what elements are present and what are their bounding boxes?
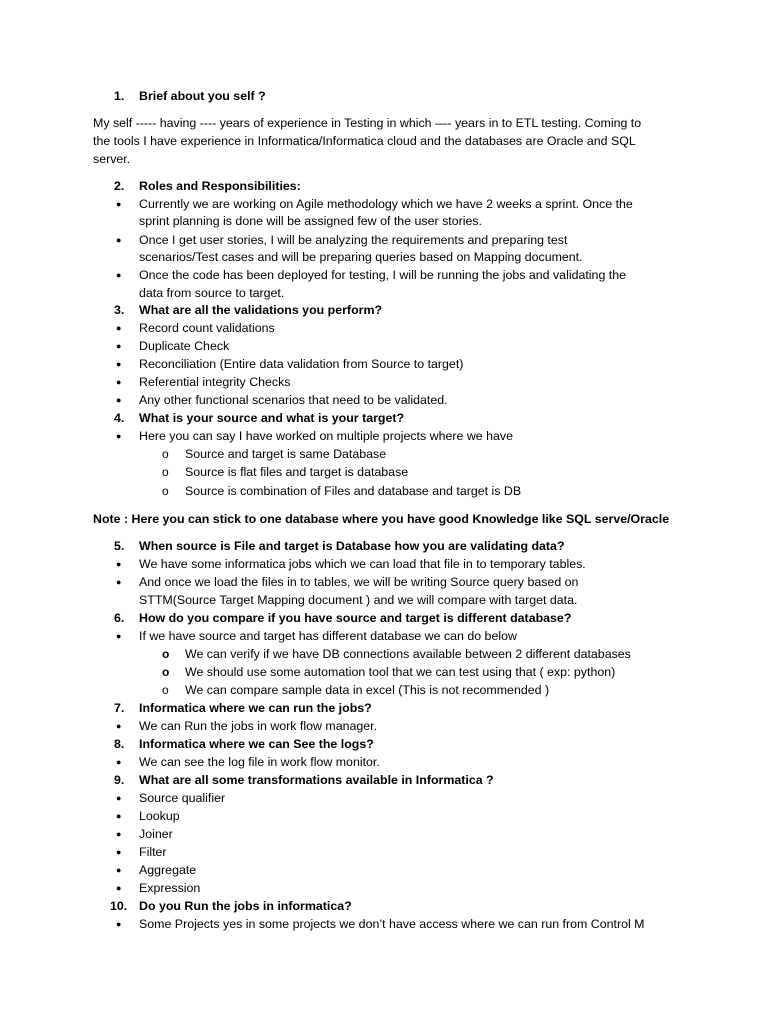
list-item-continuation: sprint planning is done will be assigned few of the user stories. <box>139 214 482 228</box>
sub-list-item: o We should use some automation tool that we can test using that ( exp: python) <box>162 665 616 679</box>
sub-list-item: o Source is flat files and target is database <box>162 465 409 479</box>
question-3: 3. What are all the validations you perform? <box>114 303 383 317</box>
list-item: ● Once the code has been deployed for testing, I will be running the jobs and validating the <box>116 268 627 282</box>
bullet-icon: ● <box>116 721 122 731</box>
list-item-continuation: scenarios/Test cases and will be preparing queries based on Mapping document. <box>139 250 583 264</box>
circle-bullet-icon: o <box>162 683 169 697</box>
question-8: 8. Informatica where we can See the logs? <box>114 737 374 751</box>
sub-list-item: o We can verify if we have DB connections available between 2 different databases <box>162 647 631 661</box>
bullet-icon: ● <box>116 559 122 569</box>
list-item: ● We can Run the jobs in work flow manager. <box>116 719 378 733</box>
question-7: 7. Informatica where we can run the jobs? <box>114 701 372 715</box>
list-item: ● We have some informatica jobs which we can load that file in to temporary tables. <box>116 557 586 571</box>
bullet-icon: ● <box>116 829 122 839</box>
list-item: ● Expression <box>116 881 201 895</box>
sub-list-item: o Source is combination of Files and database and target is DB <box>162 484 522 498</box>
circle-bullet-icon: o <box>162 447 169 461</box>
bullet-icon: ● <box>116 577 122 587</box>
list-item: ● Any other functional scenarios that need to be validated. <box>116 393 448 407</box>
sub-list-item: o Source and target is same Database <box>162 447 387 461</box>
paragraph-line: server. <box>93 152 131 166</box>
question-10: 10. Do you Run the jobs in informatica? <box>110 899 352 913</box>
paragraph-line: the tools I have experience in Informatica/Informatica cloud and the databases are Oracle and SQL <box>93 134 636 148</box>
list-item: ● Once I get user stories, I will be analyzing the requirements and preparing test <box>116 233 568 247</box>
question-5: 5. When source is File and target is Database how you are validating data? <box>114 539 565 553</box>
list-item: ● Source qualifier <box>116 791 226 805</box>
bullet-icon: ● <box>116 359 122 369</box>
list-item: ● Currently we are working on Agile methodology which we have 2 weeks a sprint. Once the <box>116 197 633 211</box>
question-9: 9. What are all some transformations available in Informatica ? <box>114 773 494 787</box>
bullet-icon: ● <box>116 395 122 405</box>
list-item: ● We can see the log file in work flow monitor. <box>116 755 380 769</box>
list-item: ● And once we load the files in to tables, we will be writing Source query based on <box>116 575 579 589</box>
sub-list-item: o We can compare sample data in excel (This is not recommended ) <box>162 683 550 697</box>
list-item: ● Duplicate Check <box>116 339 230 353</box>
list-item-continuation: data from source to target. <box>139 286 285 300</box>
list-item: ● Filter <box>116 845 167 859</box>
question-1 <box>0 87 768 105</box>
bullet-icon: ● <box>116 919 122 929</box>
list-item: ● Reconciliation (Entire data validation from Source to target) <box>116 357 464 371</box>
note: Note : Here you can stick to one database where you have good Knowledge like SQL serve/Oracle <box>93 512 670 526</box>
list-item: ● Lookup <box>116 809 180 823</box>
bullet-icon: ● <box>116 847 122 857</box>
bullet-icon: ● <box>116 323 122 333</box>
list-item: ● Here you can say I have worked on multiple projects where we have <box>116 429 513 443</box>
bullet-icon: ● <box>116 883 122 893</box>
question-4: 4. What is your source and what is your target? <box>114 411 405 425</box>
list-item: ● Aggregate <box>116 863 197 877</box>
circle-bullet-icon: o <box>162 665 170 679</box>
bullet-icon: ● <box>116 811 122 821</box>
bullet-icon: ● <box>116 631 122 641</box>
bullet-icon: ● <box>116 757 122 767</box>
circle-bullet-icon: o <box>162 465 169 479</box>
bullet-icon: ● <box>116 377 122 387</box>
list-item: ● Joiner <box>116 827 173 841</box>
bullet-icon: ● <box>116 270 122 280</box>
list-item: ● If we have source and target has different database we can do below <box>116 629 517 643</box>
bullet-icon: ● <box>116 341 122 351</box>
list-item: ● Some Projects yes in some projects we don’t have access where we can run from Control M <box>116 917 645 931</box>
question-text: Brief about you self ? <box>139 89 266 103</box>
question-2: 2. Roles and Responsibilities: <box>114 179 301 193</box>
bullet-icon: ● <box>116 793 122 803</box>
list-item: ● Record count validations <box>116 321 275 335</box>
bullet-icon: ● <box>116 235 122 245</box>
bullet-icon: ● <box>116 199 122 209</box>
question-6: 6. How do you compare if you have source and target is different database? <box>114 611 572 625</box>
circle-bullet-icon: o <box>162 484 169 498</box>
circle-bullet-icon: o <box>162 647 170 661</box>
list-item-continuation: STTM(Source Target Mapping document ) and we will compare with target data. <box>139 593 578 607</box>
list-item: ● Referential integrity Checks <box>116 375 291 389</box>
question-number: 1. <box>114 89 125 103</box>
paragraph-line: My self ----- having ---- years of experience in Testing in which —- years in to ETL testing. Coming to <box>93 116 642 130</box>
bullet-icon: ● <box>116 865 122 875</box>
bullet-icon: ● <box>116 431 122 441</box>
